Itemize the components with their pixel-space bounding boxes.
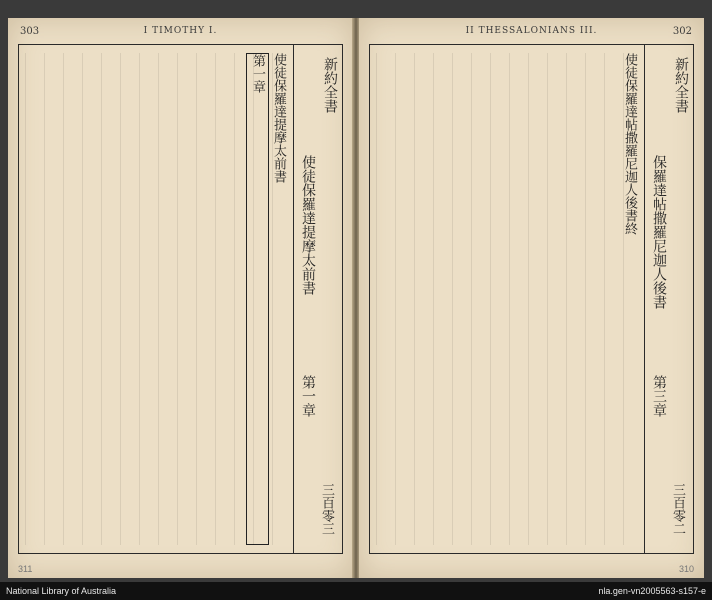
left-text-frame [18,44,343,554]
left-running-head [20,26,341,42]
right-margin-pagenum: 三百零二 [670,483,685,535]
right-page-number: 302 [672,26,692,37]
left-margin-chapter: 第一章 [300,375,316,417]
left-page-number: 303 [20,26,40,37]
left-chapter-label: 第一章 [246,53,269,545]
left-margin-book: 使徒保羅達提摩太前書 [300,155,316,295]
left-margin-title: 新約全書 [322,57,338,113]
right-text-frame [369,44,694,554]
right-pencil-mark: 310 [678,564,694,574]
right-closing-line: 使徒保羅達帖撒羅尼迦人後書終 [622,53,637,235]
library-footer [0,582,712,600]
left-pencil-mark: 311 [18,564,33,574]
left-body-text [25,53,288,545]
right-margin-book: 保羅達帖撒羅尼迦人後書 [651,155,667,309]
right-body-text [376,53,639,545]
left-margin-rule [293,45,294,553]
footer-item-id: nla.gen-vn2005563-s157-e [598,586,706,596]
left-running-title: I TIMOTHY I. [143,26,218,36]
right-margin-rule [644,45,645,553]
right-text-texture [376,53,639,545]
right-margin-chapter: 第三章 [651,375,667,417]
left-margin-pagenum: 三百零三 [319,483,334,535]
right-running-head [371,26,692,42]
footer-library-name: National Library of Australia [6,586,117,596]
right-running-title: II THESSALONIANS III. [465,26,598,36]
left-book-heading: 使徒保羅達提摩太前書 [271,53,286,183]
left-page [8,18,353,578]
right-page [359,18,704,578]
right-margin-title: 新約全書 [673,57,689,113]
